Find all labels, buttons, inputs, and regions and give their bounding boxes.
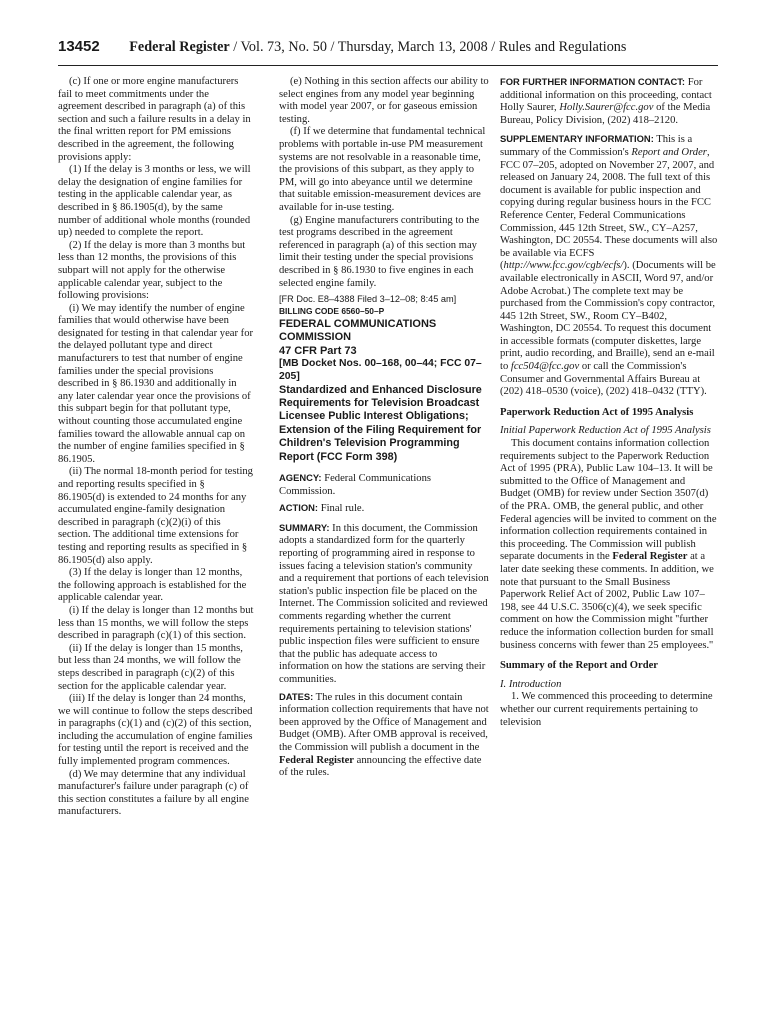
publication-name: Federal Register	[129, 39, 230, 55]
dates-bold: Federal Register	[279, 754, 355, 766]
paragraph: (2) If the delay is more than 3 months but less than 12 months, the provisions of this subpart will not apply for the otherwise applicable calendar year, subject to the following provisions:	[58, 239, 246, 302]
paragraph: (3) If the delay is longer than 12 months, the following approach is established for the applicable calendar year.	[58, 567, 247, 604]
intro-paragraph: 1. We commenced this proceeding to determine whether our current requirements pertaining to television	[500, 691, 713, 728]
column-2	[279, 76, 489, 1016]
paragraph: (f) If we determine that fundamental technical problems with portable in-use PM measurement systems are not resolvable in a reasonable time, the provisions of this subpart, as they apply to PM, will go into abeyance until we determine that suitable emission-measurement devices are available for in-use testing.	[279, 126, 486, 213]
supplementary-text-3: ). (Documents will be available electronically in ASCII, Word 97, and/or Adobe Acrobat.) The complete text may be purchased from the Commission's copy contractor, 445 12th Street, SW., Room CY–B402, Washington, DC 20554. To request this document in accessible formats (computer diskettes, large print, audio recording, and Braille), send an e-mail to	[500, 260, 716, 373]
cfr-part: 47 CFR Part 73	[279, 344, 357, 357]
summary-text: In this document, the Commission adopts a standardized form for the quarterly reporting of programming aired in response to issues facing a television station's community and a requirement that portions of each television station's public inspection file be placed on the Internet. The Commission solicited and reviewed comments regarding whether the current requirements pertaining to television stations' public inspection files were sufficient to ensure that the public has adequate access to information on how the stations are serving their communities.	[279, 522, 489, 685]
supplementary-label: SUPPLEMENTARY INFORMATION:	[500, 133, 654, 145]
supplementary-text-2: , FCC 07–205, adopted on November 27, 2007, and released on January 24, 2008. The full text of this document is available for public inspection and copying during regular business hours in the FCC Reference Center, Federal Communications Commission, 445 12th Street, SW., CY–A257, Washington, DC 20554. These documents will also be available via ECFS (	[500, 146, 718, 272]
ecfs-link[interactable]: http://www.fcc.gov/cgb/ecfs/	[503, 260, 624, 272]
supplementary-section	[500, 133, 718, 398]
summary-section	[279, 522, 489, 687]
fcc504-email[interactable]: fcc504@fcc.gov	[510, 361, 580, 373]
pra-subheading: Initial Paperwork Reduction Act of 1995 Analysis	[500, 425, 711, 437]
pra-text: This document contains information collection requirements subject to the Paperwork Reduction Act of 1995 (PRA), Public Law 104–13. It will be submitted to the Office of Management and Budget (OMB) for review under Section 3507(d) of the PRA. OMB, the general public, and other Federal agencies will be invited to comment on the information collection requirements contained in this proceeding. The Commission will publish separate documents in the	[500, 438, 717, 563]
dates-text-end: announcing the effective date of the rules.	[279, 754, 482, 779]
action-label: ACTION:	[279, 502, 319, 514]
contact-section	[500, 76, 718, 127]
pra-heading: Paperwork Reduction Act of 1995 Analysis	[500, 406, 694, 418]
fr-doc-line: [FR Doc. E8–4388 Filed 3–12–08; 8:45 am]	[279, 294, 457, 305]
pra-bold: Federal Register	[612, 551, 688, 563]
contact-text-end: of the Media Bureau, Policy Division, (202) 418–2120.	[500, 102, 711, 126]
summary-heading: Summary of the Report and Order	[500, 660, 659, 672]
report-and-order: Report and Order	[631, 146, 707, 158]
summary-label: SUMMARY:	[279, 521, 330, 533]
dates-label: DATES:	[279, 690, 314, 702]
agency-line	[279, 472, 489, 498]
paragraph: (iii) If the delay is longer than 24 months, we will continue to follow the steps described in paragraphs (c)(1) and (c)(2) of this section, including the accumulation of engine families for testing until the report is received and the fully implemented program commences.	[58, 693, 253, 768]
dates-section	[279, 691, 489, 780]
paragraph: (ii) The normal 18-month period for testing and reporting results specified in § 86.1905(d) is extended to 24 months for any accumulated engine-family designation described in paragraph (c)(2)(i) of this section. The additional time extensions for testing and reporting results as specified in § 86.1905(d) also apply.	[58, 466, 253, 566]
page-number: 13452	[58, 38, 100, 55]
supplementary-text: This is a summary of the Commission's	[500, 134, 693, 158]
supplementary-text-4: or call the Commission's Consumer and Governmental Affairs Bureau at (202) 418–0530 (voice), (202) 418–0432 (TTY).	[500, 361, 707, 398]
pra-paragraph	[500, 438, 718, 652]
paragraph: (i) If the delay is longer than 12 months but less than 15 months, we will follow the steps described in paragraph (c)(1) of this section.	[58, 604, 254, 642]
docket-numbers: [MB Docket Nos. 00–168, 00–44; FCC 07–205]	[279, 358, 482, 383]
column-3	[500, 76, 718, 1016]
running-head-rest: / Vol. 73, No. 50 / Thursday, March 13, 2008 / Rules and Regulations	[233, 39, 627, 55]
intro-heading: I. Introduction	[500, 678, 562, 690]
column-1	[58, 76, 254, 1016]
header-rule	[58, 65, 718, 66]
contact-email[interactable]: Holly.Saurer@fcc.gov	[559, 102, 654, 114]
agency-heading: FEDERAL COMMUNICATIONS COMMISSION	[279, 317, 437, 344]
paragraph: (g) Engine manufacturers contributing to the test programs described in the agreement referenced in paragraph (a) of this section may limit their testing under the special provisions described in § 86.1930 to five engines in each selected engine family.	[279, 214, 480, 289]
billing-code: BILLING CODE 6560–50–P	[279, 305, 385, 316]
running-header	[58, 38, 718, 60]
paragraph: (d) We may determine that any individual manufacturer's failure under paragraph (c) of this section constitutes a failure by all engine manufacturers.	[58, 768, 249, 818]
paragraph: (ii) If the delay is longer than 15 months, but less than 24 months, we will follow the steps described in paragraph (c)(2) of this section for the applicable calendar year.	[58, 642, 243, 692]
agency-text: Federal Communications Commission.	[279, 473, 432, 497]
action-text: Final rule.	[320, 503, 365, 515]
contact-label: FOR FURTHER INFORMATION CONTACT:	[500, 76, 686, 87]
rule-title: Standardized and Enhanced Disclosure Requirements for Television Broadcast Licensee Public Interest Obligations; Extension of the Filing Requirement for Children's Television Programming Report (FCC Form 398)	[279, 383, 482, 463]
agency-label: AGENCY:	[279, 472, 322, 484]
pra-text-end: at a later date seeking these comments. In addition, we note that pursuant to the Small Business Paperwork Relief Act of 2002, Public Law 107–198, see 44 U.S.C. 3506(c)(4), we seek specific comment on how the Commission might ''further reduce the information collection burden for small business concerns with fewer than 25 employees.''	[500, 551, 714, 651]
contact-text: For additional information on this proceeding, contact Holly Saurer,	[500, 77, 712, 114]
action-line	[279, 502, 489, 516]
paragraph: (e) Nothing in this section affects our ability to select engines from any model year beginning with model year 2007, or for gaseous emission testing.	[279, 76, 489, 125]
paragraph: (i) We may identify the number of engine families that would otherwise have been designated for testing in that calendar year for the delayed pollutant type and direct manufacturers to test that number of engine families under the special provisions described in § 86.1930 and additionally in any later calendar year once the provisions of this subpart begin for that pollutant type, without counting those accumulated engine families toward the allowable annual cap on the number of engine families specified in § 86.1905.	[58, 302, 254, 465]
paragraph: (c) If one or more engine manufacturers fail to meet commitments under the agreement described in paragraph (a) of this section and such a failure results in a delay in the final written report for PM emissions described in the agreement, the following provisions apply:	[58, 76, 251, 163]
paragraph: (1) If the delay is 3 months or less, we will delay the designation of engine families for testing in the applicable calendar year, as described in § 86.1905(d), by the same number of additional whole months (rounded up) needed to complete the report.	[58, 164, 251, 239]
dates-text: The rules in this document contain information collection requirements that have not been approved by the Office of Management and Budget (OMB). After OMB approval is received, the Commission will publish a document in the	[279, 691, 489, 753]
